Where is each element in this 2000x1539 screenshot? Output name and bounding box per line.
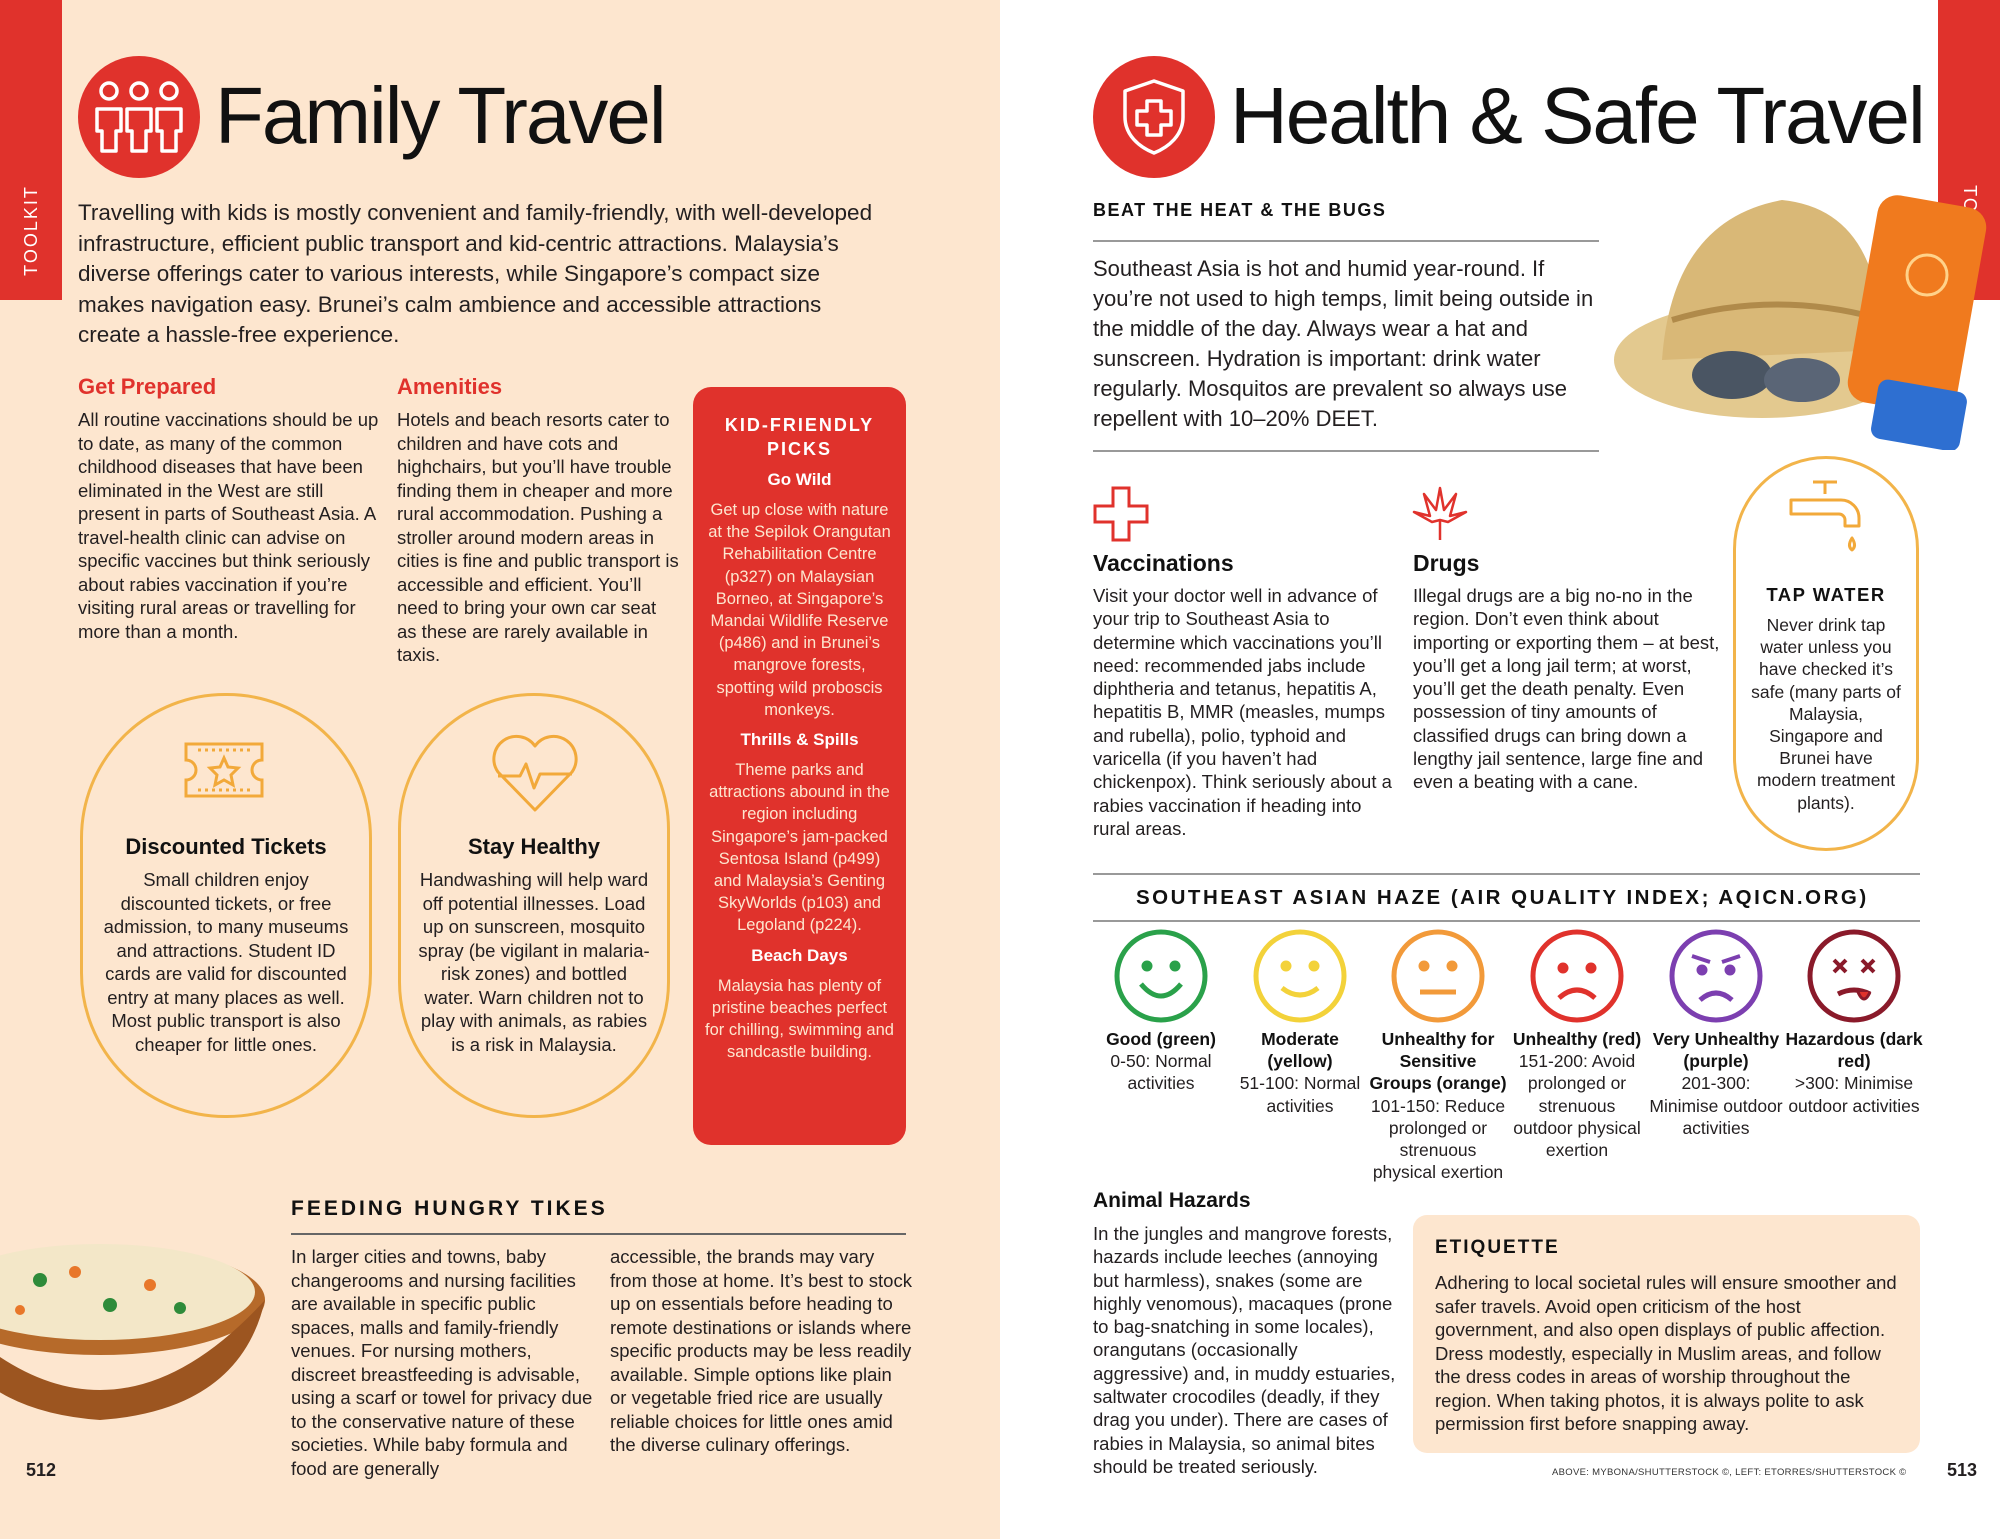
aqi-face-neutral-icon [1390, 928, 1486, 1024]
aqi-level-name: Good (green) [1106, 1029, 1216, 1049]
kid-section-title: Beach Days [751, 945, 848, 965]
page-number: 513 [1947, 1460, 1978, 1480]
page-title: Health & Safe Travel [1230, 71, 1924, 160]
etiquette-heading: ETIQUETTE [1435, 1237, 1560, 1258]
discounted-tickets-text: Small children enjoy discounted tickets, or free admission, to many museums and attractions. Student ID cards are valid for discounted entry at many places as well. Most public transport is also cheaper for little ones. [103, 869, 349, 1055]
kid-section-text: Theme parks and attractions abound in the region including Singapore’s jam-packed Sentosa Island (p499) and Malaysia’s Genting SkyWorlds (p103) and Legoland (p224). [709, 761, 890, 935]
aqi-face-angry-icon [1668, 928, 1764, 1024]
amenities-heading: Amenities [397, 374, 503, 399]
etiquette-box [1413, 1215, 1920, 1453]
kid-section-text: Get up close with nature at the Sepilok Orangutan Rehabilitation Centre (p327) on Malaysian Borneo, at Singapore’s Mandai Wildlife Reserve (p486) and in Brunei’s mangrove forests, spotting wild proboscis monkeys. [708, 501, 891, 719]
discounted-tickets-title: Discounted Tickets [125, 834, 327, 859]
aqi-face-smile-icon [1252, 928, 1348, 1024]
aqi-face-happy-icon [1113, 928, 1209, 1024]
aqi-level-label [1507, 1028, 1647, 1161]
intro-paragraph: Travelling with kids is mostly convenient and family-friendly, with well-developed infrastructure, efficient public transport and kid-centric attractions. Malaysia’s diverse offerings cater to various interests, while Singapore’s compact size makes navigation easy. Brunei’s calm ambience and accessible attractions create a hassle-free experience. [78, 200, 873, 347]
animal-hazards-text: In the jungles and mangrove forests, hazards include leeches (annoying but harmless), snakes (some are highly venomous), macaques (prone to bag-snatching in some locales), orangutans (occasionally aggressive) and, in muddy estuaries, saltwater crocodiles (deadly, if they drag you under). There are cases of rabies in Malaysia, so animal bites should be treated seriously. [1093, 1223, 1396, 1477]
vaccinations-title: Vaccinations [1093, 550, 1234, 576]
kid-friendly-box [693, 387, 906, 1145]
kid-friendly-heading: KID-FRIENDLY PICKS [724, 415, 875, 459]
aqi-level-desc: >300: Minimise outdoor activities [1788, 1073, 1920, 1116]
drugs-text: Illegal drugs are a big no-no in the region. Don’t even think about importing or exporting them – at best, you’ll get a long jail term; at worst, you’ll get the death penalty. Even possession of tiny amounts of classified drugs can bring down a lengthy jail sentence, large fine and even a beating with a cane. [1413, 585, 1720, 793]
vaccinations-text: Visit your doctor well in advance of your trip to Southeast Asia to determine which vaccinations you’ll need: recommended jabs include diphtheria and tetanus, hepatitis A, hepatitis B, MMR (measles, mumps and rubella), polio, typhoid and varicella (if you haven’t had chickenpox). Think seriously about a rabies vaccination if heading into rural areas. [1093, 585, 1392, 839]
aqi-level-desc: 51-100: Normal activities [1239, 1073, 1361, 1116]
aqi-level-desc: 201-300: Minimise outdoor activities [1649, 1073, 1783, 1138]
aqi-level-desc: 0-50: Normal activities [1110, 1051, 1212, 1094]
animal-hazards-title: Animal Hazards [1093, 1189, 1251, 1212]
aqi-level-label [1646, 1028, 1786, 1139]
side-tab-label: TOOLKIT [20, 184, 41, 276]
kid-section-title: Thrills & Spills [740, 730, 859, 750]
page-title: Family Travel [215, 71, 665, 160]
haze-rule-top [1093, 873, 1920, 875]
ticket-icon [182, 740, 266, 800]
feeding-rule [291, 1233, 906, 1235]
aqi-level-desc: 101-150: Reduce prolonged or strenuous physical exertion [1370, 1095, 1506, 1183]
beat-heat-heading: BEAT THE HEAT & THE BUGS [1093, 200, 1387, 220]
tap-water-title: TAP WATER [1766, 584, 1886, 605]
haze-rule-bottom [1093, 920, 1920, 922]
amenities-text: Hotels and beach resorts cater to children and have cots and highchairs, but you’ll have trouble finding them in cheaper and more rural accommodation. Pushing a stroller around modern areas in cities is fine and public transport is accessible and efficient. You’ll need to bring your own car seat as these are rarely available in taxis. [397, 409, 679, 665]
etiquette-text: Adhering to local societal rules will ensure smoother and safer travels. Avoid open criticism of the host government, and also open displays of public affection. Dress modestly, especially in Muslim areas, and follow the dress codes in areas of worship throughout the region. When taking photos, it is always polite to ask permission first before snapping away. [1435, 1272, 1897, 1434]
aqi-level-name: Moderate (yellow) [1261, 1029, 1339, 1072]
feeding-heading: FEEDING HUNGRY TIKES [291, 1197, 608, 1220]
aqi-level-label [1368, 1028, 1508, 1183]
tap-water-text: Never drink tap water unless you have checked it’s safe (many parts of Malaysia, Singapore and Brunei have modern treatment plants). [1751, 615, 1901, 813]
aqi-face-sad-icon [1529, 928, 1625, 1024]
aqi-level-label [1230, 1028, 1370, 1117]
aqi-level-label [1091, 1028, 1231, 1095]
fried-rice-photo [0, 1180, 270, 1460]
hat-sunglasses-photo [1612, 160, 2000, 450]
get-prepared-text: All routine vaccinations should be up to date, as many of the common childhood diseases that have been eliminated in the West are still present in parts of Southeast Asia. A travel-health clinic can advise on specific vaccines but think seriously about rabies vaccination if you’re visiting rural areas or travelling for more than a month. [78, 409, 379, 642]
beat-heat-rule-bottom [1093, 450, 1599, 452]
shield-cross-icon [1093, 56, 1215, 178]
aqi-level-label [1784, 1028, 1924, 1117]
aqi-level-name: Unhealthy (red) [1512, 1029, 1642, 1049]
side-tab-left [0, 0, 62, 300]
aqi-level-desc: 151-200: Avoid prolonged or strenuous outdoor physical exertion [1513, 1051, 1641, 1161]
right-page [1000, 0, 2000, 1539]
cannabis-leaf-icon [1410, 484, 1470, 544]
page-number: 512 [26, 1460, 57, 1480]
drugs-title: Drugs [1413, 550, 1480, 576]
aqi-level-name: Hazardous (dark red) [1785, 1029, 1923, 1072]
kid-section-title: Go Wild [767, 470, 832, 489]
feeding-column-1: In larger cities and towns, baby changerooms and nursing facilities are available in specific public spaces, malls and family-friendly venues. For nursing mothers, discreet breastfeeding is advisable, using a scarf or towel for privacy due to the conservative nature of these societies. While baby formula and food are generally [291, 1246, 593, 1479]
heartbeat-icon [490, 734, 580, 814]
beat-heat-rule-top [1093, 240, 1599, 242]
kid-section-text: Malaysia has plenty of pristine beaches perfect for chilling, swimming and sandcastle building. [705, 976, 894, 1062]
get-prepared-heading: Get Prepared [78, 374, 217, 399]
aqi-level-name: Very Unhealthy (purple) [1652, 1029, 1780, 1072]
aqi-face-dead-icon [1806, 928, 1902, 1024]
feeding-column-2: accessible, the brands may vary from those at home. It’s best to stock up on essentials before heading to remote destinations or islands where specific products may be less readily available. Simple options like plain or vegetable fried rice are usually reliable choices for little ones amid the diverse culinary offerings. [610, 1246, 912, 1455]
family-icon [78, 56, 200, 178]
tap-icon [1785, 478, 1867, 562]
aqi-level-name: Unhealthy for Sensitive Groups (orange) [1369, 1029, 1507, 1094]
photo-credit: ABOVE: MYBONA/SHUTTERSTOCK ©, LEFT: ETORRES/SHUTTERSTOCK © [1552, 1467, 1907, 1478]
stay-healthy-text: Handwashing will help ward off potential illnesses. Load up on sunscreen, mosquito spray (be vigilant in malaria-risk zones) and bottled water. Warn children not to play with animals, as rabies is a risk in Malaysia. [418, 869, 650, 1055]
haze-heading: SOUTHEAST ASIAN HAZE (AIR QUALITY INDEX; AQICN.ORG) [1136, 886, 1869, 909]
medical-cross-icon [1093, 486, 1149, 542]
stay-healthy-title: Stay Healthy [467, 834, 601, 859]
beat-heat-text: Southeast Asia is hot and humid year-round. If you’re not used to high temps, limit being outside in the middle of the day. Always wear a hat and sunscreen. Hydration is important: drink water regularly. Mosquitos are prevalent so always use repellent with 10–20% DEET. [1093, 256, 1594, 431]
